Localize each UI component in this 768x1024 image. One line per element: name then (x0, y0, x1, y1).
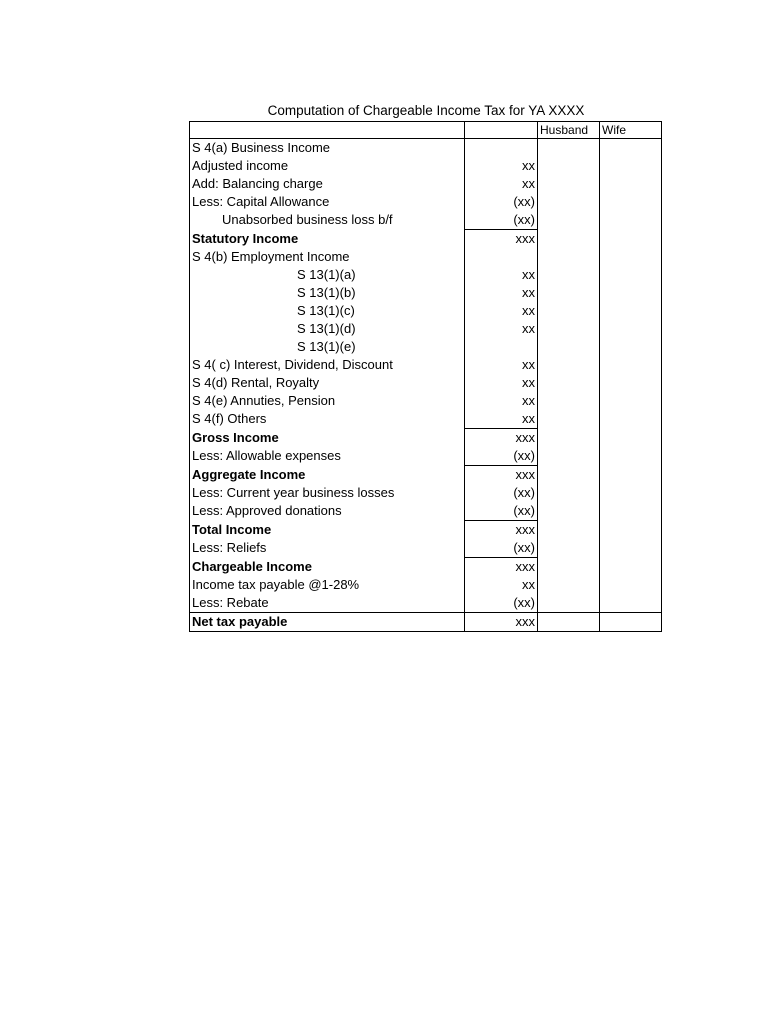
table-row (190, 356, 662, 374)
wife-cell (600, 193, 662, 211)
table-row (190, 139, 662, 158)
row-amount: xxx (465, 429, 538, 448)
row-label: Chargeable Income (190, 558, 465, 577)
header-wife: Wife (600, 122, 662, 139)
row-label: Less: Capital Allowance (190, 193, 465, 211)
table-row (190, 447, 662, 466)
husband-cell (538, 392, 600, 410)
wife-cell (600, 157, 662, 175)
husband-cell (538, 484, 600, 502)
table-row (190, 320, 662, 338)
row-label: S 13(1)(e) (190, 338, 465, 356)
husband-cell (538, 230, 600, 249)
wife-cell (600, 266, 662, 284)
wife-cell (600, 320, 662, 338)
row-amount: (xx) (465, 447, 538, 466)
table-row (190, 338, 662, 356)
wife-cell (600, 284, 662, 302)
row-label: S 13(1)(b) (190, 284, 465, 302)
table-row (190, 248, 662, 266)
wife-cell (600, 302, 662, 320)
husband-cell (538, 302, 600, 320)
husband-cell (538, 429, 600, 448)
wife-cell (600, 613, 662, 632)
wife-cell (600, 374, 662, 392)
table-row (190, 175, 662, 193)
row-amount: xx (465, 392, 538, 410)
row-amount: (xx) (465, 502, 538, 521)
table-row (190, 594, 662, 613)
header-amount-cell (465, 122, 538, 139)
husband-cell (538, 558, 600, 577)
husband-cell (538, 447, 600, 466)
row-label: Aggregate Income (190, 466, 465, 485)
table-row (190, 193, 662, 211)
husband-cell (538, 139, 600, 158)
husband-cell (538, 576, 600, 594)
row-label: S 4(d) Rental, Royalty (190, 374, 465, 392)
wife-cell (600, 356, 662, 374)
wife-cell (600, 429, 662, 448)
wife-cell (600, 521, 662, 540)
row-amount: (xx) (465, 594, 538, 613)
wife-cell (600, 410, 662, 429)
husband-cell (538, 594, 600, 613)
row-amount (465, 248, 538, 266)
wife-cell (600, 230, 662, 249)
tax-computation-table (189, 121, 662, 632)
husband-cell (538, 338, 600, 356)
table-row (190, 502, 662, 521)
row-amount: xx (465, 576, 538, 594)
husband-cell (538, 539, 600, 558)
row-amount (465, 139, 538, 158)
husband-cell (538, 320, 600, 338)
wife-cell (600, 466, 662, 485)
row-label: S 13(1)(a) (190, 266, 465, 284)
row-label: S 13(1)(c) (190, 302, 465, 320)
row-label: S 4(f) Others (190, 410, 465, 429)
table-row (190, 284, 662, 302)
husband-cell (538, 175, 600, 193)
wife-cell (600, 576, 662, 594)
row-amount: xxx (465, 230, 538, 249)
row-label: Less: Current year business losses (190, 484, 465, 502)
row-amount (465, 338, 538, 356)
husband-cell (538, 613, 600, 632)
row-label: S 4(b) Employment Income (190, 248, 465, 266)
row-label: S 4(a) Business Income (190, 139, 465, 158)
husband-cell (538, 466, 600, 485)
row-label: Less: Reliefs (190, 539, 465, 558)
row-amount: xx (465, 410, 538, 429)
row-label: Income tax payable @1-28% (190, 576, 465, 594)
row-label: Total Income (190, 521, 465, 540)
row-label: Gross Income (190, 429, 465, 448)
row-amount: xxx (465, 521, 538, 540)
row-amount: xxx (465, 613, 538, 632)
table-header-row (190, 122, 662, 139)
header-label-cell (190, 122, 465, 139)
table-row (190, 266, 662, 284)
row-label: S 13(1)(d) (190, 320, 465, 338)
row-label: Unabsorbed business loss b/f (190, 211, 465, 230)
row-label: Less: Rebate (190, 594, 465, 613)
wife-cell (600, 139, 662, 158)
row-amount: (xx) (465, 211, 538, 230)
husband-cell (538, 374, 600, 392)
row-amount: xx (465, 266, 538, 284)
table-row (190, 613, 662, 632)
row-label: Add: Balancing charge (190, 175, 465, 193)
row-amount: xx (465, 374, 538, 392)
table-row (190, 392, 662, 410)
husband-cell (538, 211, 600, 230)
wife-cell (600, 558, 662, 577)
wife-cell (600, 447, 662, 466)
table-row (190, 558, 662, 577)
table-row (190, 539, 662, 558)
husband-cell (538, 284, 600, 302)
husband-cell (538, 193, 600, 211)
husband-cell (538, 356, 600, 374)
table-row (190, 466, 662, 485)
row-label: S 4( c) Interest, Dividend, Discount (190, 356, 465, 374)
header-husband: Husband (538, 122, 600, 139)
table-row (190, 374, 662, 392)
row-amount: (xx) (465, 193, 538, 211)
table-row (190, 484, 662, 502)
husband-cell (538, 502, 600, 521)
table-row (190, 211, 662, 230)
wife-cell (600, 211, 662, 230)
wife-cell (600, 392, 662, 410)
row-amount: (xx) (465, 484, 538, 502)
wife-cell (600, 539, 662, 558)
table-row (190, 157, 662, 175)
wife-cell (600, 338, 662, 356)
row-label: Less: Approved donations (190, 502, 465, 521)
wife-cell (600, 175, 662, 193)
row-amount: xx (465, 175, 538, 193)
row-amount: xx (465, 284, 538, 302)
husband-cell (538, 410, 600, 429)
row-amount: xx (465, 356, 538, 374)
row-amount: xx (465, 320, 538, 338)
table-row (190, 410, 662, 429)
row-label: Net tax payable (190, 613, 465, 632)
husband-cell (538, 521, 600, 540)
document-title: Computation of Chargeable Income Tax for YA XXXX (267, 103, 585, 118)
row-label: Less: Allowable expenses (190, 447, 465, 466)
row-amount: xx (465, 157, 538, 175)
wife-cell (600, 502, 662, 521)
row-amount: xx (465, 302, 538, 320)
row-label: S 4(e) Annuties, Pension (190, 392, 465, 410)
husband-cell (538, 248, 600, 266)
table-row (190, 230, 662, 249)
table-row (190, 302, 662, 320)
row-amount: xxx (465, 558, 538, 577)
table-row (190, 576, 662, 594)
row-amount: xxx (465, 466, 538, 485)
row-amount: (xx) (465, 539, 538, 558)
table-row (190, 429, 662, 448)
husband-cell (538, 157, 600, 175)
wife-cell (600, 594, 662, 613)
wife-cell (600, 484, 662, 502)
row-label: Statutory Income (190, 230, 465, 249)
row-label: Adjusted income (190, 157, 465, 175)
wife-cell (600, 248, 662, 266)
husband-cell (538, 266, 600, 284)
table-row (190, 521, 662, 540)
